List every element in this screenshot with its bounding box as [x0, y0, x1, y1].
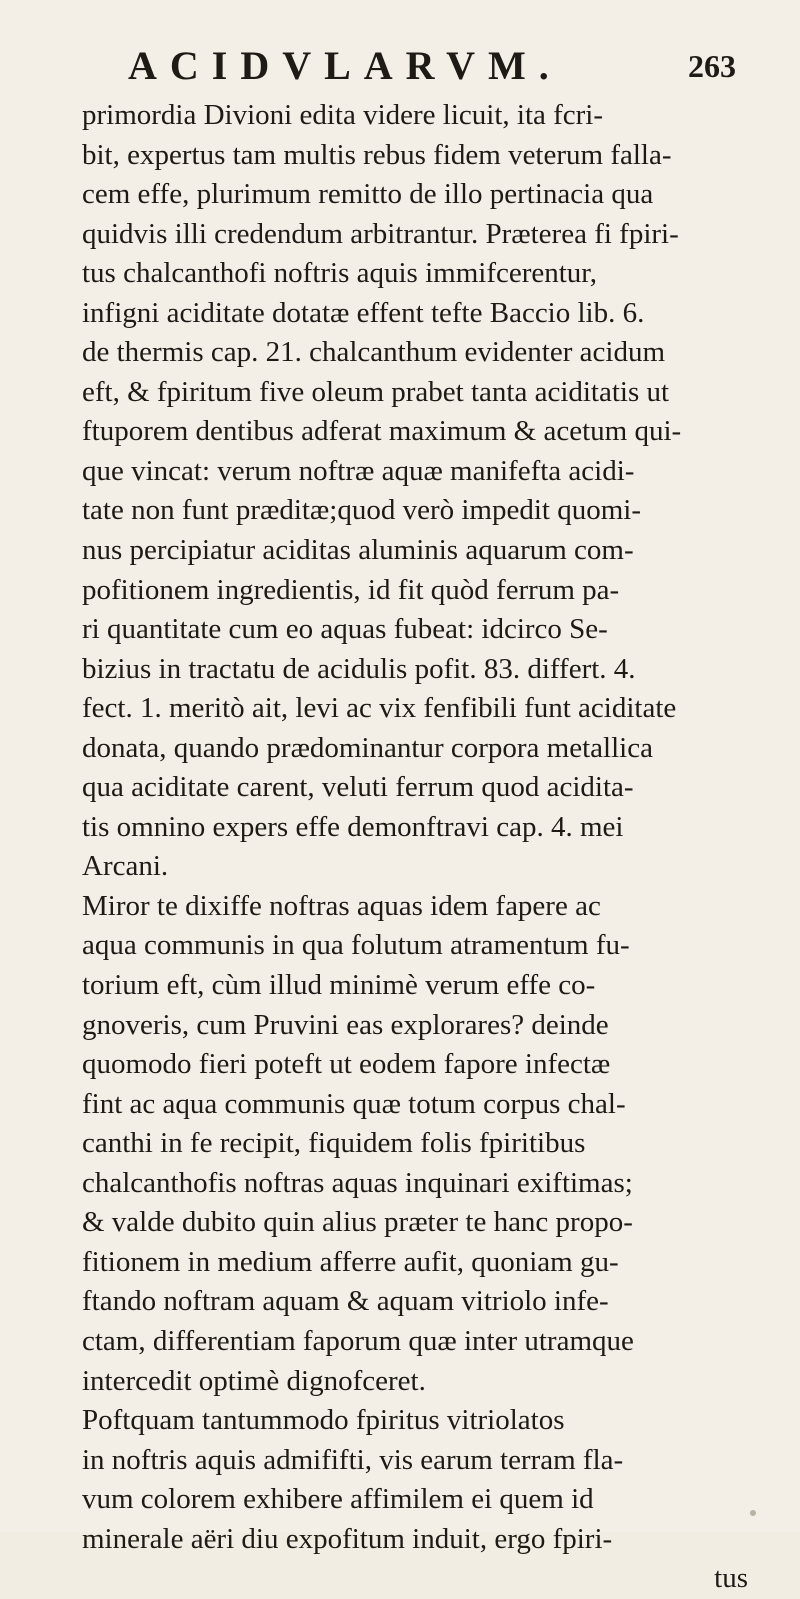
text-line: tus chalcanthofi noftris aquis immifcerentur, — [82, 257, 598, 290]
text-line: chalcanthofis noftras aquas inquinari exiftimas; — [82, 1166, 633, 1199]
text-line: fint ac aqua communis quæ totum corpus chal- — [82, 1087, 626, 1120]
text-line: nus percipiatur aciditas aluminis aquarum com- — [82, 534, 634, 567]
text-line: de thermis cap. 21. chalcanthum evidenter acidum — [82, 336, 666, 369]
text-line: primordia Divioni edita videre licuit, ita fcri- — [82, 99, 604, 131]
text-line: aqua communis in qua folutum atramentum fu- — [82, 929, 630, 962]
text-line: ctam, differentiam faporum quæ inter utramque — [82, 1324, 634, 1357]
text-line: intercedit optimè dignofceret. — [82, 1364, 426, 1397]
text-line: gnoveris, cum Pruvini eas explorares? deinde — [82, 1008, 609, 1041]
text-line: quomodo fieri poteft ut eodem fapore infectæ — [82, 1048, 611, 1081]
text-line: pofitionem ingredientis, id fit quòd ferrum pa- — [82, 573, 620, 606]
text-line: bit, expertus tam multis rebus fidem veterum falla- — [82, 138, 672, 171]
text-line: Poftquam tantummodo fpiritus vitriolatos — [82, 1404, 565, 1437]
page-number: 263 — [688, 48, 736, 84]
text-line: fitionem in medium afferre aufit, quoniam gu- — [82, 1245, 619, 1278]
text-line: tate non funt præditæ;quod verò impedit quomi- — [82, 494, 641, 527]
text-line: ftando noftram aquam & aquam vitriolo infe- — [82, 1285, 609, 1318]
text-line: canthi in fe recipit, fiquidem folis fpiritibus — [82, 1127, 586, 1160]
text-line: & valde dubito quin alius præter te hanc propo- — [82, 1206, 633, 1239]
text-line: tis omnino expers effe demonftravi cap. 4. mei — [82, 810, 624, 843]
text-line: torium eft, cùm illud minimè verum effe co- — [82, 969, 596, 1002]
text-line: quidvis illi credendum arbitrantur. Præterea fi fpiri- — [82, 217, 679, 250]
page-header — [0, 42, 800, 92]
catchword: tus — [714, 1562, 748, 1595]
body-text — [82, 96, 752, 1599]
text-line: fect. 1. meritò ait, levi ac vix fenfibili funt aciditate — [82, 692, 677, 725]
text-line: donata, quando prædominantur corpora metallica — [82, 731, 653, 764]
text-line: in noftris aquis admififti, vis earum terram fla- — [82, 1443, 624, 1476]
text-line: bizius in tractatu de acidulis pofit. 83. differt. 4. — [82, 652, 636, 685]
running-head: ACIDVLARVM. — [128, 43, 562, 88]
paper-speck — [750, 1510, 756, 1516]
text-line: minerale aëri diu expofitum induit, ergo fpiri- — [82, 1522, 613, 1555]
text-line: Miror te dixiffe noftras aquas idem fapere ac — [82, 889, 601, 922]
text-line: cem effe, plurimum remitto de illo pertinacia qua — [82, 178, 654, 211]
text-line: eft, & fpiritum five oleum prabet tanta aciditatis ut — [82, 375, 670, 408]
text-line: ftuporem dentibus adferat maximum & acetum qui- — [82, 415, 682, 448]
text-line: qua aciditate carent, veluti ferrum quod acidita- — [82, 771, 634, 804]
text-line: ri quantitate cum eo aquas fubeat: idcirco Se- — [82, 613, 608, 646]
text-line: que vincat: verum noftræ aquæ manifefta acidi- — [82, 454, 635, 487]
text-line: infigni aciditate dotatæ effent tefte Baccio lib. 6. — [82, 296, 645, 329]
text-line: vum colorem exhibere affimilem ei quem id — [82, 1483, 594, 1516]
text-line: Arcani. — [82, 850, 169, 883]
